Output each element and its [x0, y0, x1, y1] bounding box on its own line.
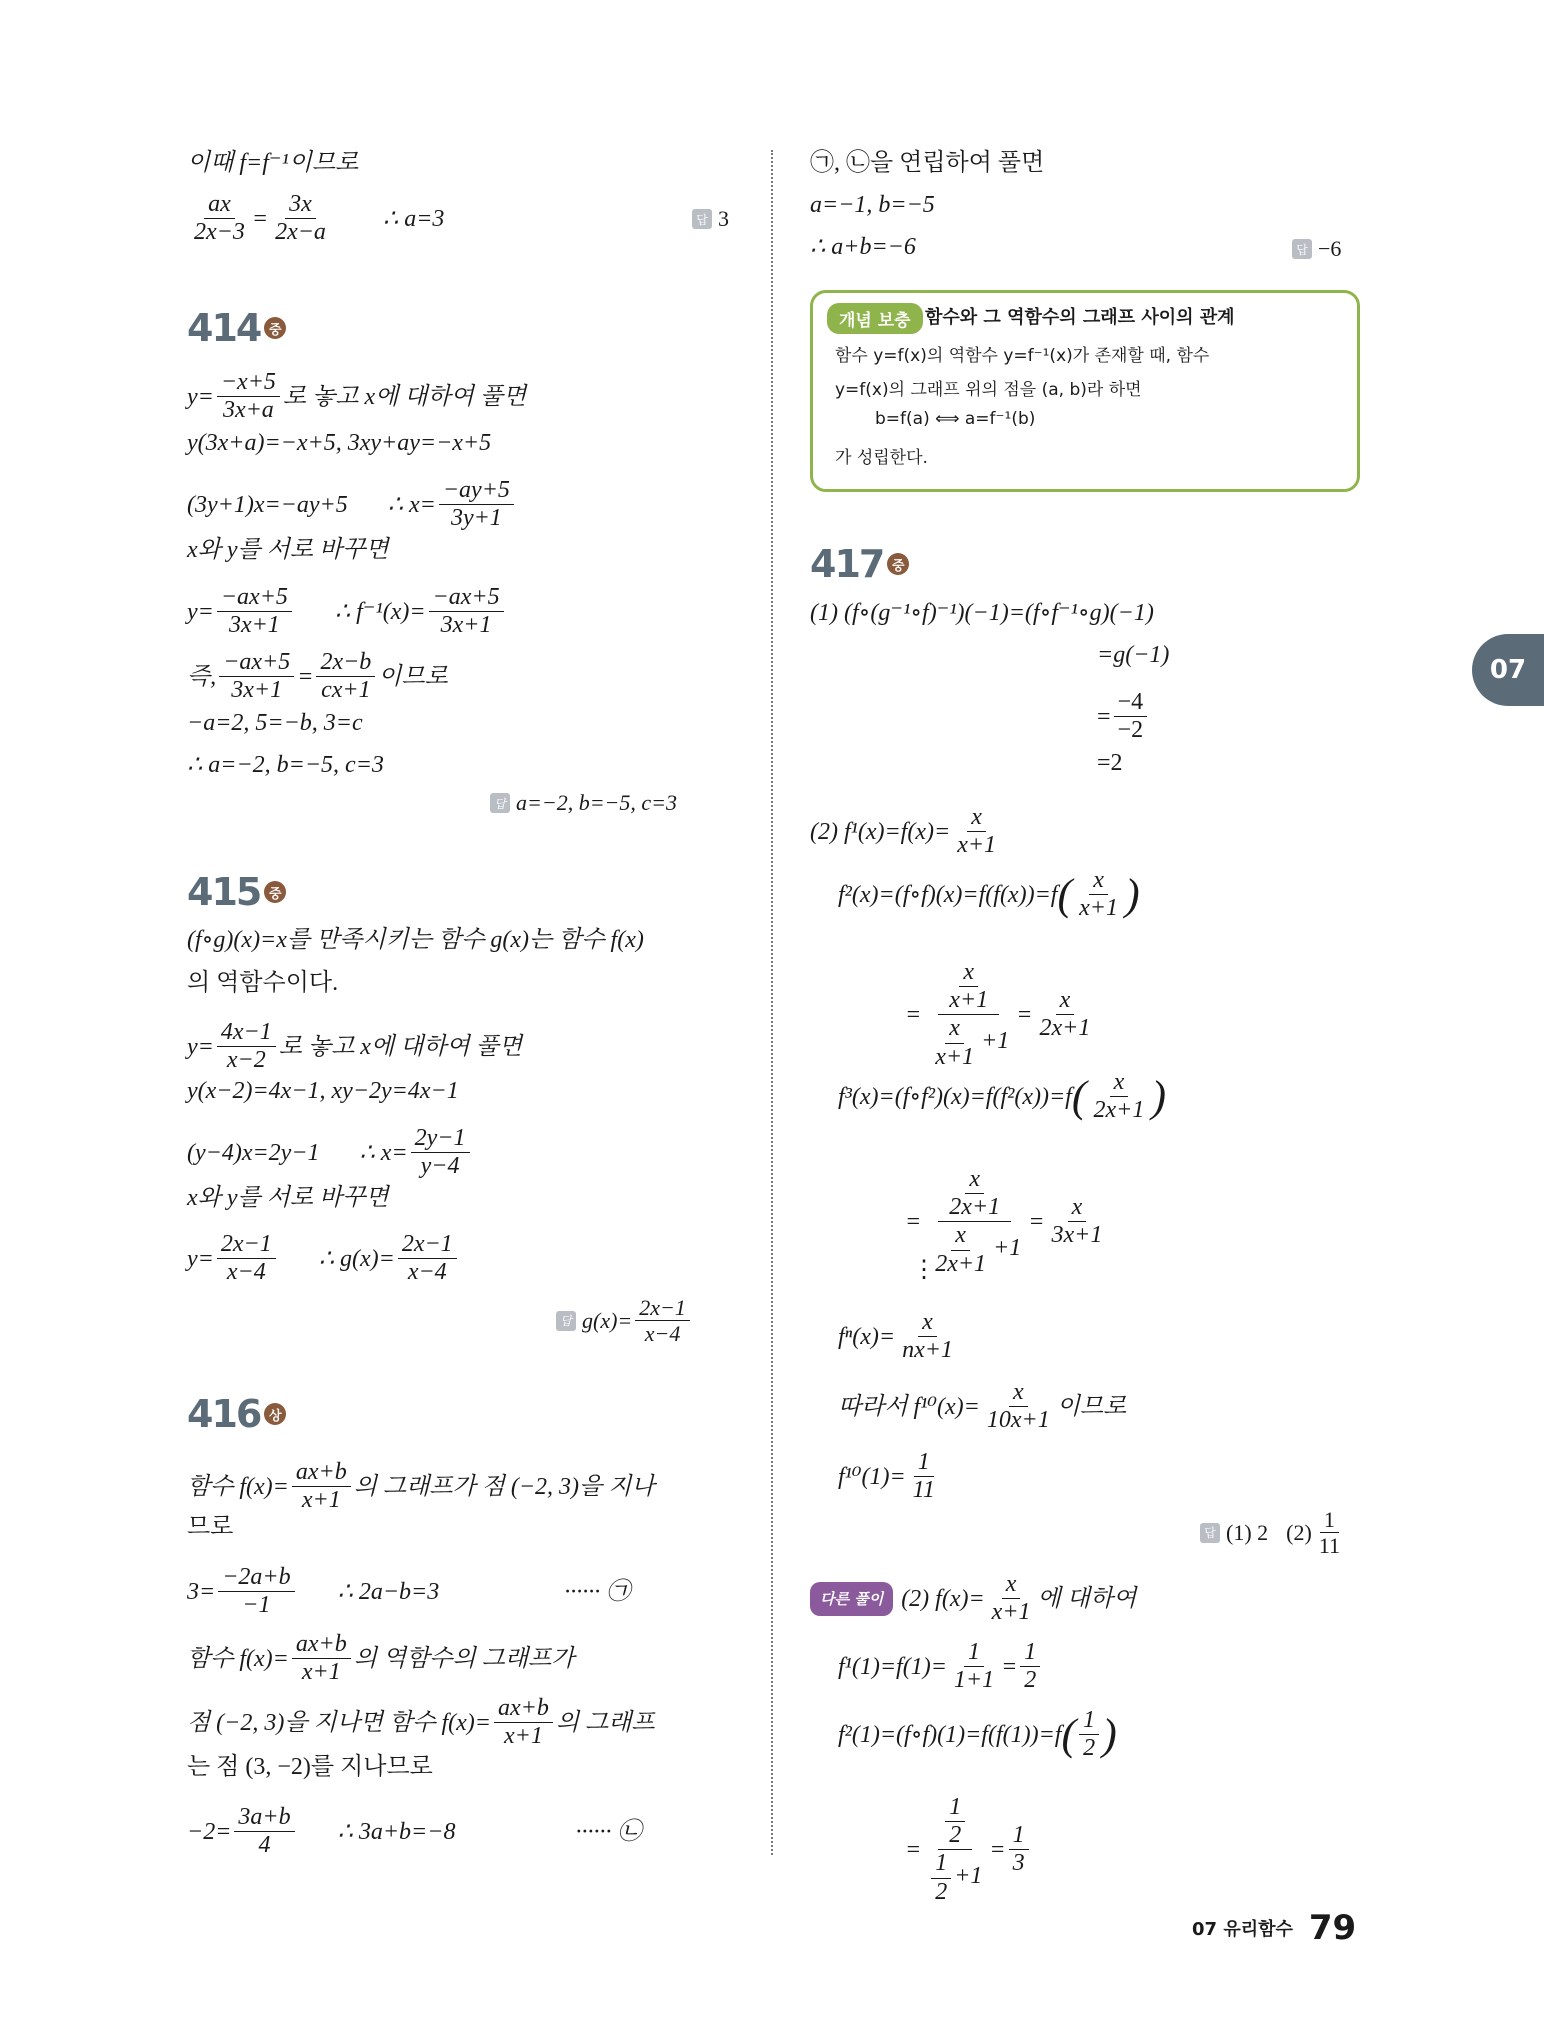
equation-line: f²(1)=(f∘f)(1)=f(f(1))=f ( $\frac{1}{2}$ ) [838, 1707, 1117, 1762]
column-divider [771, 150, 773, 1855]
equation-line: −a=2, 5=−b, 3=c [187, 710, 363, 736]
equation-line: fⁿ(x)= $\frac{x}{nx+1}$ [838, 1309, 953, 1364]
answer-icon: 답 [490, 793, 510, 813]
equation-line: (2) f¹(x)=f(x)= $\frac{x}{x+1}$ [810, 804, 997, 859]
equation-line: y= $\frac{2x-1}{x-4}$ ∴ g(x)= $\frac{2x-1}{x-4}$ [187, 1232, 460, 1285]
equation-line: y(x−2)=4x−1, xy−2y=4x−1 [187, 1078, 459, 1104]
problem-416-number: 416 상 [187, 1392, 286, 1436]
answer-417: 답 (1) 2 (2) $\frac{1}{11}$ [1200, 1508, 1347, 1557]
equation-line: = $\frac{x}{x+1}$ $\frac{x}{x+1}$ +1 = $\frac{x}{2x+1}$ [905, 959, 1091, 1070]
equation-line: a=−1, b=−5 [810, 192, 935, 218]
answer-icon: 답 [556, 1311, 576, 1331]
text-line: 는 점 (3, −2)를 지나므로 [187, 1754, 433, 1780]
equation-line: y= $\frac{-ax+5}{3x+1}$ ∴ f⁻¹(x)= $\frac{-ax+5}{3x+1}$ [187, 585, 507, 638]
equation-line: = $\frac{-4}{-2}$ [1097, 690, 1150, 743]
text-line: 이때 f=f⁻¹이므로 [187, 150, 359, 176]
answer-414: 답 a=−2, b=−5, c=3 [490, 790, 677, 816]
level-badge: 상 [264, 1403, 286, 1425]
equation-line: y= $\frac{4x-1}{x-2}$ 로 놓고 x에 대하여 풀면 [187, 1019, 523, 1074]
chapter-tab: 07 [1472, 634, 1544, 706]
answer-413: 답 3 [692, 206, 729, 232]
equation-line: (y−4)x=2y−1 ∴ x= $\frac{2y-1}{y-4}$ [187, 1126, 473, 1179]
equation-line: =g(−1) [1097, 642, 1170, 668]
equation-line: 다른 풀이 (2) f(x)= $\frac{x}{x+1}$ 에 대하여 [810, 1572, 1136, 1625]
concept-text: b=f(a) ⟺ a=f⁻¹(b) [875, 409, 1036, 429]
alt-solution-tag: 다른 풀이 [810, 1582, 893, 1616]
equation-line: (1) (f∘(g⁻¹∘f)⁻¹)(−1)=(f∘f⁻¹∘g)(−1) [810, 600, 1154, 626]
equation-line: f²(x)=(f∘f)(x)=f(f(x))=f ( $\frac{x}{x+1}$ ) [838, 867, 1140, 922]
equation-line: f³(x)=(f∘f²)(x)=f(f²(x))=f ( $\frac{x}{2x+1}$ ) [838, 1069, 1166, 1124]
equation-line: = $\frac{x}{2x+1}$ $\frac{x}{2x+1}$ +1 = $\frac{x}{3x+1}$ [905, 1166, 1103, 1277]
concept-box [810, 290, 1360, 492]
equation-line: 3= $\frac{-2a+b}{-1}$ ∴ 2a−b=3 ······ ㉠ [187, 1564, 631, 1619]
text-line: ㉠, ㉡을 연립하여 풀면 [810, 150, 1045, 176]
level-badge: 중 [887, 553, 909, 575]
equation-line: ∴ a+b=−6 [810, 234, 916, 260]
answer-icon: 답 [1200, 1523, 1220, 1543]
problem-414-number: 414 중 [187, 306, 286, 350]
equation-line: 즉, $\frac{-ax+5}{3x+1}$ = $\frac{2x-b}{cx+1}$ 이므로 [187, 649, 448, 704]
equation-line: = $\frac{1}{2}$ $\frac{1}{2}$ +1 = $\frac{1}{3}$ [905, 1795, 1032, 1905]
answer-icon: 답 [692, 209, 712, 229]
concept-tag: 개념 보충 [827, 303, 923, 334]
equation-line: 함수 f(x)= $\frac{ax+b}{x+1}$ 의 역함수의 그래프가 [187, 1631, 575, 1686]
level-badge: 중 [264, 317, 286, 339]
concept-title: 함수와 그 역함수의 그래프 사이의 관계 [925, 307, 1235, 328]
concept-text: 가 성립한다. [835, 448, 928, 468]
equation-line: 함수 f(x)= $\frac{ax+b}{x+1}$ 의 그래프가 점 (−2, 3)을 지나 [187, 1459, 655, 1514]
text-line: 의 역함수이다. [187, 970, 339, 996]
equation-line: $\frac{ax}{2x-3}$ = $\frac{3x}{2x-a}$ ∴ a=3 [194, 191, 445, 246]
footer-chapter: 07 유리함수 [1192, 1919, 1293, 1940]
equation-line: f¹⁰(1)= $\frac{1}{11}$ [838, 1449, 935, 1504]
equation-line: ∴ a=−2, b=−5, c=3 [187, 752, 384, 778]
page-number: 79 [1308, 1908, 1357, 1948]
equation-line: f¹(1)=f(1)= $\frac{1}{1+1}$ = $\frac{1}{2}$ [838, 1640, 1043, 1693]
problem-415-number: 415 중 [187, 870, 286, 914]
vertical-dots: ⋮ [912, 1257, 936, 1283]
text-line: (f∘g)(x)=x를 만족시키는 함수 g(x)는 함수 f(x) [187, 927, 644, 953]
page-footer [1192, 1908, 1356, 1948]
equation-line: =2 [1097, 750, 1123, 776]
concept-text: y=f(x)의 그래프 위의 점을 (a, b)라 하면 [835, 380, 1142, 400]
equation-line: 점 (−2, 3)을 지나면 함수 f(x)= $\frac{ax+b}{x+1}$ 의 그래프 [187, 1695, 655, 1750]
text-line: 므로 [187, 1514, 234, 1540]
answer-icon: 답 [1292, 239, 1312, 259]
level-badge: 중 [264, 881, 286, 903]
equation-line: y= $\frac{-x+5}{3x+a}$ 로 놓고 x에 대하여 풀면 [187, 369, 527, 424]
text-line: x와 y를 서로 바꾸면 [187, 1185, 389, 1211]
answer-416: 답 −6 [1292, 236, 1341, 262]
problem-417-number: 417 중 [810, 542, 909, 586]
text-line: x와 y를 서로 바꾸면 [187, 537, 389, 563]
equation-line: 따라서 f¹⁰(x)= $\frac{x}{10x+1}$ 이므로 [838, 1379, 1127, 1434]
equation-line: (3y+1)x=−ay+5 ∴ x= $\frac{-ay+5}{3y+1}$ [187, 478, 517, 531]
equation-line: −2= $\frac{3a+b}{4}$ ∴ 3a+b=−8 ······ ㉡ [187, 1804, 642, 1859]
answer-415: 답 g(x)= $\frac{2x-1}{x-4}$ [556, 1296, 693, 1345]
equation-line: y(3x+a)=−x+5, 3xy+ay=−x+5 [187, 430, 492, 456]
concept-text: 함수 y=f(x)의 역함수 y=f⁻¹(x)가 존재할 때, 함수 [835, 346, 1210, 366]
